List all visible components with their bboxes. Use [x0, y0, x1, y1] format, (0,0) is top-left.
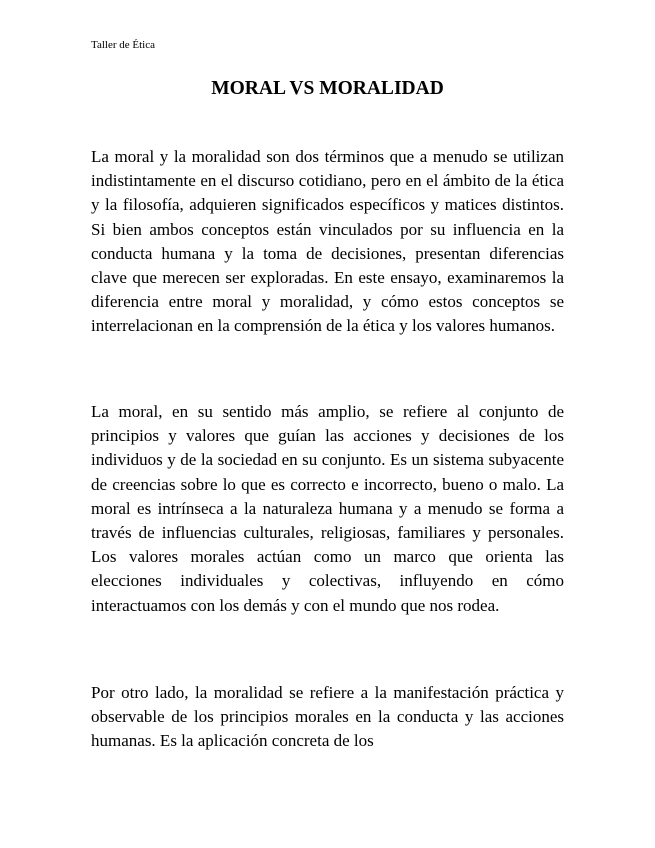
- running-header: Taller de Ética: [91, 39, 155, 51]
- paragraph-1: La moral y la moralidad son dos términos que a menudo se utilizan indistintamente en el discurso cotidiano, pero en el ámbito de la ética y la filosofía, adquieren significados específicos y matices distintos. Si bien ambos conceptos están vinculados por su influencia en la conducta humana y la toma de decisiones, presentan diferencias clave que merecen ser exploradas. En este ensayo, examinaremos la diferencia entre moral y moralidad, y cómo estos conceptos se interrelacionan en la comprensión de la ética y los valores humanos.: [91, 147, 564, 336]
- paragraph-3: Por otro lado, la moralidad se refiere a la manifestación práctica y observable de los principios morales en la conducta y las acciones humanas. Es la aplicación concreta de los: [91, 683, 564, 751]
- paragraph-2: La moral, en su sentido más amplio, se refiere al conjunto de principios y valores que guían las acciones y decisiones de los individuos y de la sociedad en su conjunto. Es un sistema subyacente de creencias sobre lo que es correcto e incorrecto, bueno o malo. La moral es intrínseca a la naturaleza humana y a menudo se forma a través de influencias culturales, religiosas, familiares y personales. Los valores morales actúan como un marco que orienta las elecciones individuales y colectivas, influyendo en cómo interactuamos con los demás y con el mundo que nos rodea.: [91, 402, 564, 615]
- page-title: MORAL VS MORALIDAD: [211, 78, 444, 99]
